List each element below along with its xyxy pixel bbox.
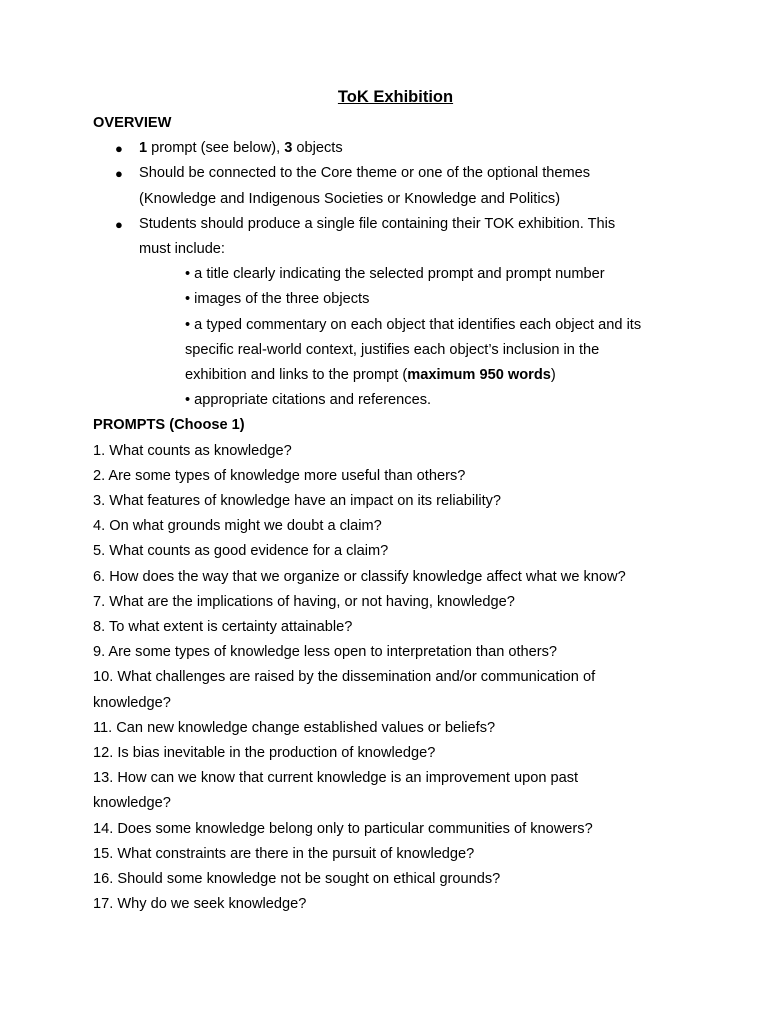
prompt-item: 15. What constraints are there in the pursuit of knowledge? (93, 845, 475, 862)
object-count: 3 (284, 140, 293, 157)
requirement-text: exhibition and links to the prompt ( (185, 367, 408, 384)
requirement-item: • appropriate citations and references. (185, 392, 432, 409)
bullet-text (139, 136, 708, 161)
prompt-item: 2. Are some types of knowledge more useful than others? (93, 467, 466, 484)
prompt-item: 3. What features of knowledge have an impact on its reliability? (93, 493, 502, 510)
bullet-text-part: prompt (see below), (147, 140, 285, 157)
prompt-item: 5. What counts as good evidence for a claim? (93, 543, 389, 560)
prompt-item: 4. On what grounds might we doubt a claim? (93, 518, 382, 535)
requirement-item-continued (185, 363, 708, 388)
requirement-item-continued: specific real-world context, justifies each object’s inclusion in the (185, 341, 600, 358)
prompt-item: 8. To what extent is certainty attainable? (93, 619, 353, 636)
requirement-item: • images of the three objects (185, 291, 370, 308)
bullet-dot-icon: ● (115, 216, 123, 232)
requirement-text: ) (550, 367, 556, 384)
overview-heading: OVERVIEW (93, 115, 172, 131)
prompt-item: 6. How does the way that we organize or classify knowledge affect what we know? (93, 568, 626, 585)
prompt-count: 1 (139, 140, 148, 157)
bullet-line: Students should produce a single file containing their TOK exhibition. This (139, 215, 616, 232)
prompt-item: 9. Are some types of knowledge less open to interpretation than others? (93, 644, 558, 661)
bullet-line: (Knowledge and Indigenous Societies or Knowledge and Politics) (139, 190, 561, 207)
prompt-item: 11. Can new knowledge change established values or beliefs? (93, 719, 496, 736)
prompt-item-continued: knowledge? (93, 694, 171, 711)
bullet-line: must include: (139, 241, 225, 258)
prompt-item: 13. How can we know that current knowledge is an improvement upon past (93, 770, 579, 787)
bullet-line: Should be connected to the Core theme or one of the optional themes (139, 165, 591, 182)
overview-bullet-1 (93, 136, 708, 161)
prompt-item: 7. What are the implications of having, or not having, knowledge? (93, 593, 515, 610)
prompts-heading: PROMPTS (Choose 1) (93, 417, 245, 434)
overview-bullet-2 (93, 161, 708, 211)
prompt-item: 12. Is bias inevitable in the production of knowledge? (93, 745, 436, 762)
overview-bullet-3 (93, 212, 708, 262)
prompt-item: 14. Does some knowledge belong only to particular communities of knowers? (93, 820, 593, 837)
bullet-dot-icon: ● (115, 141, 123, 157)
requirement-item: • a typed commentary on each object that identifies each object and its (185, 316, 642, 333)
requirement-item: • a title clearly indicating the selected prompt and prompt number (185, 266, 605, 283)
prompt-item: 16. Should some knowledge not be sought on ethical grounds? (93, 871, 501, 888)
prompt-item: 17. Why do we seek knowledge? (93, 896, 307, 913)
prompts-list (93, 439, 708, 918)
requirements-list (93, 262, 708, 413)
word-limit: maximum 950 words (407, 367, 551, 384)
prompt-item-continued: knowledge? (93, 795, 171, 812)
bullet-text-part: objects (292, 140, 343, 157)
prompt-item: 1. What counts as knowledge? (93, 442, 292, 459)
page-title: ToK Exhibition (337, 88, 454, 106)
bullet-dot-icon: ● (115, 166, 123, 182)
prompt-item: 10. What challenges are raised by the dissemination and/or communication of (93, 669, 596, 686)
